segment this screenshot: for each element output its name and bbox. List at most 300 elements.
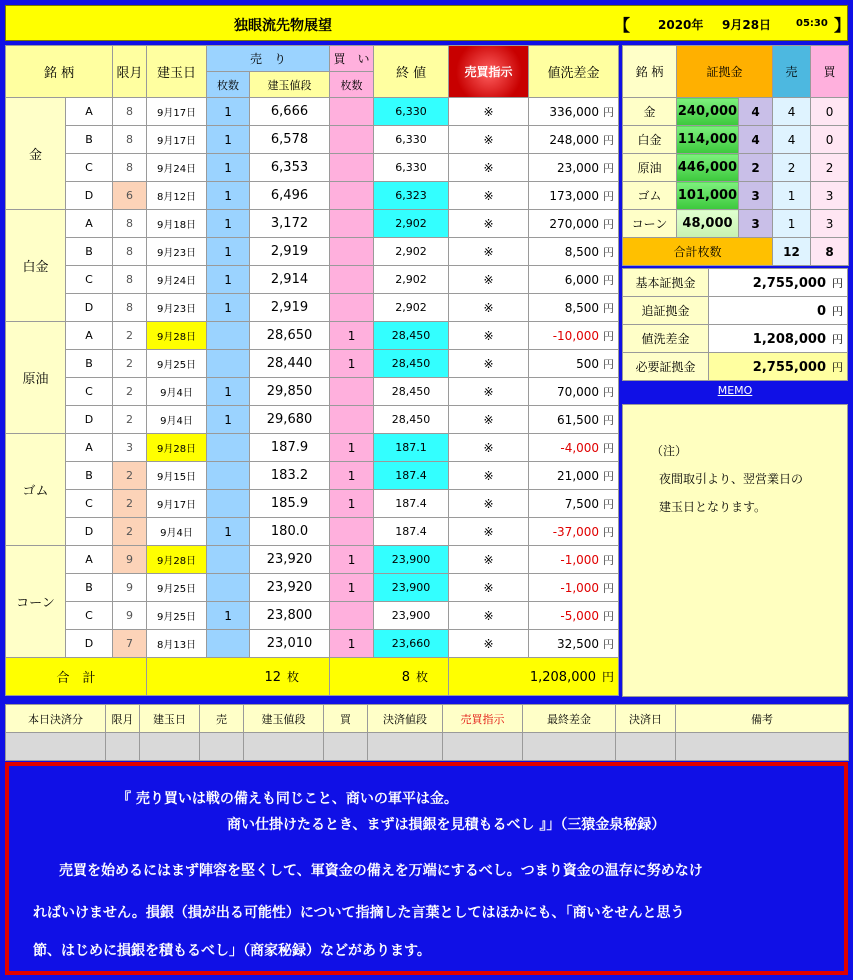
settle-header: 売買指示 (443, 705, 523, 733)
trade-signal: ※ (449, 154, 529, 182)
mark-to-market-diff: 248,000 円 (529, 126, 619, 154)
position-date: 9月25日 (147, 602, 207, 630)
contract-month: 9 (113, 546, 147, 574)
deposit-count: 4 (739, 126, 773, 154)
commodity-name: 金 (6, 98, 66, 210)
position-date: 9月4日 (147, 378, 207, 406)
buy-count (330, 294, 374, 322)
deposit-row (623, 182, 849, 210)
page-title: 独眼流先物展望 (234, 18, 332, 34)
position-date: 9月23日 (147, 238, 207, 266)
position-letter: B (66, 350, 113, 378)
sell-count: 1 (207, 210, 250, 238)
memo-line-2: 夜間取引より、翌営業日の (659, 472, 804, 486)
mark-to-market-diff: 70,000 円 (529, 378, 619, 406)
deposit-header-name: 銘 柄 (623, 46, 677, 98)
deposit-count: 3 (739, 210, 773, 238)
col-header-sell-count: 枚数 (207, 72, 250, 98)
deposit-commodity: 金 (623, 98, 677, 126)
mark-to-market-diff: 8,500 円 (529, 238, 619, 266)
close-price: 187.4 (374, 490, 449, 518)
table-row (6, 350, 619, 378)
settle-cell (523, 733, 616, 761)
trade-signal: ※ (449, 434, 529, 462)
deposit-sell: 1 (773, 182, 811, 210)
settlement-table (5, 704, 849, 761)
buy-count: 1 (330, 546, 374, 574)
sell-count (207, 434, 250, 462)
position-letter: B (66, 462, 113, 490)
sell-count (207, 574, 250, 602)
deposit-amount: 48,000 (677, 210, 739, 238)
deposit-commodity: 原油 (623, 154, 677, 182)
mark-to-market-diff: 7,500 円 (529, 490, 619, 518)
summary-label: 必要証拠金 (623, 353, 709, 381)
settle-cell (616, 733, 676, 761)
buy-count (330, 126, 374, 154)
position-price: 29,680 (250, 406, 330, 434)
settle-header: 最終差金 (523, 705, 616, 733)
trade-signal: ※ (449, 490, 529, 518)
deposit-amount: 114,000 (677, 126, 739, 154)
trade-signal: ※ (449, 574, 529, 602)
position-price: 23,920 (250, 574, 330, 602)
settle-header: 売 (200, 705, 244, 733)
position-price: 187.9 (250, 434, 330, 462)
summary-value: 0 円 (709, 297, 848, 325)
close-price: 2,902 (374, 238, 449, 266)
close-price: 28,450 (374, 406, 449, 434)
contract-month: 8 (113, 210, 147, 238)
summary-label: 追証拠金 (623, 297, 709, 325)
table-row (6, 126, 619, 154)
position-date: 9月25日 (147, 574, 207, 602)
mark-to-market-diff: -1,000 円 (529, 574, 619, 602)
contract-month: 9 (113, 574, 147, 602)
table-row (6, 546, 619, 574)
trade-signal: ※ (449, 238, 529, 266)
deposit-sell: 4 (773, 126, 811, 154)
sell-count (207, 350, 250, 378)
date-bracket-close: 】 (834, 16, 851, 35)
position-letter: C (66, 266, 113, 294)
col-header-price: 建玉値段 (250, 72, 330, 98)
position-date: 9月28日 (147, 434, 207, 462)
sell-count: 1 (207, 154, 250, 182)
table-row (6, 490, 619, 518)
sell-count: 1 (207, 126, 250, 154)
contract-month: 2 (113, 490, 147, 518)
col-header-buy: 買 い (330, 46, 374, 72)
position-price: 185.9 (250, 490, 330, 518)
close-price: 28,450 (374, 378, 449, 406)
trade-signal: ※ (449, 630, 529, 658)
position-price: 23,920 (250, 546, 330, 574)
position-date: 9月28日 (147, 322, 207, 350)
time-display: 05:30 (796, 18, 828, 29)
summary-row (623, 269, 848, 297)
close-price: 2,902 (374, 266, 449, 294)
buy-count (330, 266, 374, 294)
close-price: 28,450 (374, 322, 449, 350)
contract-month: 8 (113, 238, 147, 266)
close-price: 2,902 (374, 294, 449, 322)
position-price: 29,850 (250, 378, 330, 406)
deposit-commodity: 白金 (623, 126, 677, 154)
total-label: 合 計 (6, 658, 147, 696)
deposit-commodity: ゴム (623, 182, 677, 210)
deposit-row (623, 98, 849, 126)
deposit-buy: 0 (811, 98, 849, 126)
position-letter: D (66, 518, 113, 546)
settle-header: 決済値段 (368, 705, 443, 733)
trade-signal: ※ (449, 602, 529, 630)
table-row (6, 322, 619, 350)
buy-count (330, 518, 374, 546)
trade-signal: ※ (449, 126, 529, 154)
position-letter: D (66, 406, 113, 434)
mark-to-market-diff: 32,500 円 (529, 630, 619, 658)
position-letter: A (66, 434, 113, 462)
buy-count: 1 (330, 574, 374, 602)
deposit-total-sell: 12 (773, 238, 811, 266)
table-row (6, 266, 619, 294)
sell-count: 1 (207, 406, 250, 434)
sell-count (207, 462, 250, 490)
table-row (6, 462, 619, 490)
deposit-count: 3 (739, 182, 773, 210)
position-date: 9月23日 (147, 294, 207, 322)
sell-count: 1 (207, 98, 250, 126)
col-header-name: 銘 柄 (6, 46, 113, 98)
date-year: 2020年 (658, 18, 704, 32)
total-diff: 1,208,000 円 (449, 658, 619, 696)
table-row (6, 518, 619, 546)
contract-month: 2 (113, 378, 147, 406)
position-letter: A (66, 546, 113, 574)
settle-header: 本日決済分 (6, 705, 106, 733)
table-row (6, 294, 619, 322)
mark-to-market-diff: 61,500 円 (529, 406, 619, 434)
position-letter: B (66, 126, 113, 154)
trade-signal: ※ (449, 546, 529, 574)
contract-month: 7 (113, 630, 147, 658)
position-price: 28,650 (250, 322, 330, 350)
quote-box (5, 762, 848, 975)
close-price: 23,660 (374, 630, 449, 658)
position-price: 28,440 (250, 350, 330, 378)
settle-cell (200, 733, 244, 761)
sell-count: 1 (207, 182, 250, 210)
table-row (6, 182, 619, 210)
buy-count (330, 210, 374, 238)
trade-signal: ※ (449, 462, 529, 490)
table-row (6, 434, 619, 462)
total-sell: 12 枚 (147, 658, 330, 696)
sell-count: 1 (207, 518, 250, 546)
settle-header: 建玉日 (140, 705, 200, 733)
contract-month: 2 (113, 350, 147, 378)
position-price: 3,172 (250, 210, 330, 238)
position-price: 23,010 (250, 630, 330, 658)
mark-to-market-diff: -37,000 円 (529, 518, 619, 546)
contract-month: 2 (113, 518, 147, 546)
position-letter: B (66, 574, 113, 602)
buy-count (330, 238, 374, 266)
table-row (6, 574, 619, 602)
settle-header: 建玉値段 (244, 705, 324, 733)
deposit-sell: 2 (773, 154, 811, 182)
buy-count: 1 (330, 434, 374, 462)
deposit-row (623, 154, 849, 182)
close-price: 187.1 (374, 434, 449, 462)
deposit-buy: 2 (811, 154, 849, 182)
deposit-commodity: コーン (623, 210, 677, 238)
settle-header: 限月 (106, 705, 140, 733)
position-date: 9月4日 (147, 406, 207, 434)
close-price: 187.4 (374, 518, 449, 546)
position-date: 8月13日 (147, 630, 207, 658)
mark-to-market-diff: 500 円 (529, 350, 619, 378)
memo-line-3: 建玉日となります。 (659, 500, 767, 514)
quote-line-4: ればいけません。損銀（損が出る可能性）について指摘した言葉としてはほかにも、「商いをせんと思う (33, 905, 685, 921)
mark-to-market-diff: -1,000 円 (529, 546, 619, 574)
settle-cell (443, 733, 523, 761)
sell-count: 1 (207, 378, 250, 406)
sell-count: 1 (207, 294, 250, 322)
position-date: 9月17日 (147, 126, 207, 154)
position-letter: D (66, 630, 113, 658)
summary-row (623, 353, 848, 381)
sell-count (207, 322, 250, 350)
position-letter: A (66, 210, 113, 238)
mark-to-market-diff: -10,000 円 (529, 322, 619, 350)
mark-to-market-diff: -4,000 円 (529, 434, 619, 462)
contract-month: 8 (113, 126, 147, 154)
contract-month: 3 (113, 434, 147, 462)
settle-cell (676, 733, 849, 761)
col-header-buy-count: 枚数 (330, 72, 374, 98)
mark-to-market-diff: -5,000 円 (529, 602, 619, 630)
mark-to-market-diff: 270,000 円 (529, 210, 619, 238)
trade-signal: ※ (449, 350, 529, 378)
close-price: 23,900 (374, 602, 449, 630)
quote-line-2: 商い仕掛けたるとき、まずは損銀を見積もるべし 』」（三猿金泉秘録） (227, 817, 666, 833)
col-header-signal: 売買指示 (449, 46, 529, 98)
commodity-name: 原油 (6, 322, 66, 434)
close-price: 6,330 (374, 98, 449, 126)
table-row (6, 238, 619, 266)
contract-month: 8 (113, 154, 147, 182)
contract-month: 8 (113, 98, 147, 126)
position-letter: C (66, 602, 113, 630)
trade-signal: ※ (449, 266, 529, 294)
summary-label: 基本証拠金 (623, 269, 709, 297)
settle-cell (6, 733, 106, 761)
position-date: 9月18日 (147, 210, 207, 238)
deposit-table (622, 45, 849, 266)
position-date: 9月24日 (147, 266, 207, 294)
position-letter: C (66, 154, 113, 182)
position-price: 2,919 (250, 238, 330, 266)
summary-row (623, 325, 848, 353)
table-row (6, 630, 619, 658)
position-letter: B (66, 238, 113, 266)
quote-line-3: 売買を始めるにはまず陣容を堅くして、軍資金の備えを万端にするべし。つまり資金の温存に努めなけ (59, 863, 703, 879)
contract-month: 2 (113, 406, 147, 434)
contract-month: 6 (113, 182, 147, 210)
table-row (6, 210, 619, 238)
settle-cell (140, 733, 200, 761)
deposit-amount: 240,000 (677, 98, 739, 126)
contract-month: 8 (113, 294, 147, 322)
position-price: 6,666 (250, 98, 330, 126)
position-letter: C (66, 490, 113, 518)
position-date: 9月4日 (147, 518, 207, 546)
deposit-total-label: 合計枚数 (623, 238, 773, 266)
position-letter: A (66, 98, 113, 126)
deposit-amount: 446,000 (677, 154, 739, 182)
position-price: 2,914 (250, 266, 330, 294)
deposit-count: 2 (739, 154, 773, 182)
sell-count (207, 490, 250, 518)
deposit-sell: 4 (773, 98, 811, 126)
deposit-buy: 0 (811, 126, 849, 154)
summary-value: 1,208,000 円 (709, 325, 848, 353)
close-price: 6,330 (374, 126, 449, 154)
commodity-name: コーン (6, 546, 66, 658)
sell-count (207, 546, 250, 574)
position-price: 23,800 (250, 602, 330, 630)
sell-count: 1 (207, 266, 250, 294)
summary-value: 2,755,000 円 (709, 353, 848, 381)
deposit-row (623, 126, 849, 154)
trade-signal: ※ (449, 98, 529, 126)
close-price: 23,900 (374, 546, 449, 574)
buy-count (330, 602, 374, 630)
mark-to-market-diff: 173,000 円 (529, 182, 619, 210)
position-price: 6,578 (250, 126, 330, 154)
position-date: 9月24日 (147, 154, 207, 182)
mark-to-market-diff: 23,000 円 (529, 154, 619, 182)
mark-to-market-diff: 21,000 円 (529, 462, 619, 490)
close-price: 28,450 (374, 350, 449, 378)
col-header-date: 建玉日 (147, 46, 207, 98)
col-header-month: 限月 (113, 46, 147, 98)
summary-value: 2,755,000 円 (709, 269, 848, 297)
buy-count (330, 406, 374, 434)
trade-signal: ※ (449, 210, 529, 238)
margin-summary (622, 268, 848, 381)
contract-month: 2 (113, 462, 147, 490)
date-bracket-open: 【 (614, 16, 631, 35)
memo-box (622, 404, 848, 697)
close-price: 187.4 (374, 462, 449, 490)
buy-count (330, 182, 374, 210)
buy-count (330, 98, 374, 126)
summary-label: 値洗差金 (623, 325, 709, 353)
contract-month: 8 (113, 266, 147, 294)
col-header-sell: 売 り (207, 46, 330, 72)
sell-count: 1 (207, 602, 250, 630)
deposit-buy: 3 (811, 182, 849, 210)
sell-count: 1 (207, 238, 250, 266)
position-letter: C (66, 378, 113, 406)
position-date: 9月17日 (147, 490, 207, 518)
trade-signal: ※ (449, 322, 529, 350)
position-letter: D (66, 294, 113, 322)
settle-cell (106, 733, 140, 761)
deposit-buy: 3 (811, 210, 849, 238)
total-buy: 8 枚 (330, 658, 449, 696)
settle-header: 決済日 (616, 705, 676, 733)
summary-row (623, 297, 848, 325)
mark-to-market-diff: 6,000 円 (529, 266, 619, 294)
positions-table (5, 45, 619, 696)
quote-line-5: 節、はじめに損銀を積もるべし」（商家秘録）などがあります。 (33, 943, 431, 959)
position-price: 6,353 (250, 154, 330, 182)
mark-to-market-diff: 336,000 円 (529, 98, 619, 126)
memo-line-1: （注） (651, 444, 688, 458)
settle-cell (324, 733, 368, 761)
deposit-amount: 101,000 (677, 182, 739, 210)
settle-header: 買 (324, 705, 368, 733)
table-row (6, 378, 619, 406)
contract-month: 9 (113, 602, 147, 630)
position-letter: A (66, 322, 113, 350)
close-price: 6,330 (374, 154, 449, 182)
buy-count: 1 (330, 350, 374, 378)
buy-count: 1 (330, 630, 374, 658)
close-price: 2,902 (374, 210, 449, 238)
position-letter: D (66, 182, 113, 210)
buy-count: 1 (330, 462, 374, 490)
deposit-total-buy: 8 (811, 238, 849, 266)
buy-count: 1 (330, 322, 374, 350)
title-bar (5, 5, 851, 41)
position-date: 9月15日 (147, 462, 207, 490)
buy-count (330, 154, 374, 182)
trade-signal: ※ (449, 406, 529, 434)
quote-line-1: 『 売り買いは戦の備えも同じこと、商いの軍平は金。 (117, 791, 458, 807)
position-price: 180.0 (250, 518, 330, 546)
position-date: 9月28日 (147, 546, 207, 574)
commodity-name: ゴム (6, 434, 66, 546)
sell-count (207, 630, 250, 658)
deposit-row (623, 210, 849, 238)
trade-signal: ※ (449, 182, 529, 210)
close-price: 23,900 (374, 574, 449, 602)
table-row (6, 98, 619, 126)
deposit-count: 4 (739, 98, 773, 126)
table-row (6, 406, 619, 434)
mark-to-market-diff: 8,500 円 (529, 294, 619, 322)
date-month-day: 9月28日 (722, 18, 772, 32)
close-price: 6,323 (374, 182, 449, 210)
deposit-header-sell: 売 (773, 46, 811, 98)
settle-cell (368, 733, 443, 761)
deposit-sell: 1 (773, 210, 811, 238)
col-header-close: 終 値 (374, 46, 449, 98)
col-header-diff: 値洗差金 (529, 46, 619, 98)
position-price: 6,496 (250, 182, 330, 210)
position-date: 8月12日 (147, 182, 207, 210)
deposit-header-deposit: 証拠金 (677, 46, 773, 98)
buy-count: 1 (330, 490, 374, 518)
memo-link[interactable]: MEMO (717, 384, 753, 397)
table-row (6, 154, 619, 182)
settle-header: 備考 (676, 705, 849, 733)
